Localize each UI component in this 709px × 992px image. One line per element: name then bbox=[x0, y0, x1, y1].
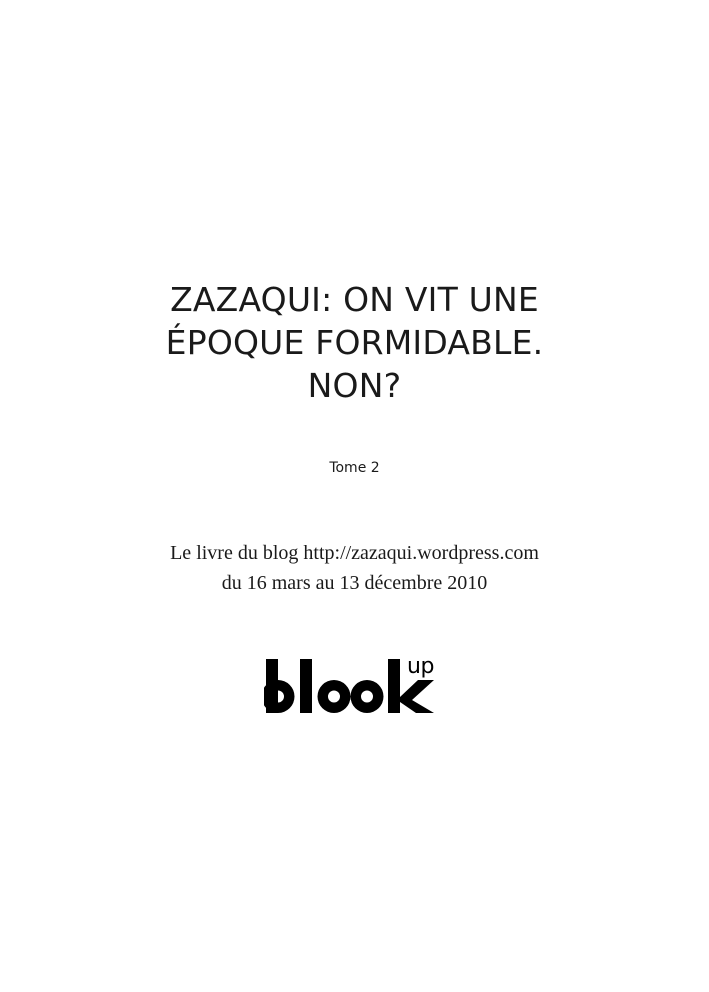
subtitle bbox=[0, 538, 709, 598]
page-title bbox=[0, 278, 709, 407]
volume-label: Tome 2 bbox=[329, 460, 380, 476]
subtitle-line-2: du 16 mars au 13 décembre 2010 bbox=[221, 572, 488, 594]
book-title-line-3: NON? bbox=[307, 366, 402, 405]
subtitle-line-1: Le livre du blog http://zazaqui.wordpress.com bbox=[170, 542, 539, 564]
blookup-logo-icon bbox=[264, 655, 446, 717]
blookup-logo bbox=[264, 655, 446, 717]
publisher-logo-block bbox=[0, 655, 709, 722]
book-title-line-1: ZAZAQUI: ON VIT UNE bbox=[170, 280, 539, 319]
book-title-line-2: ÉPOQUE FORMIDABLE. bbox=[165, 323, 544, 362]
svg-text:up: up bbox=[406, 655, 434, 679]
